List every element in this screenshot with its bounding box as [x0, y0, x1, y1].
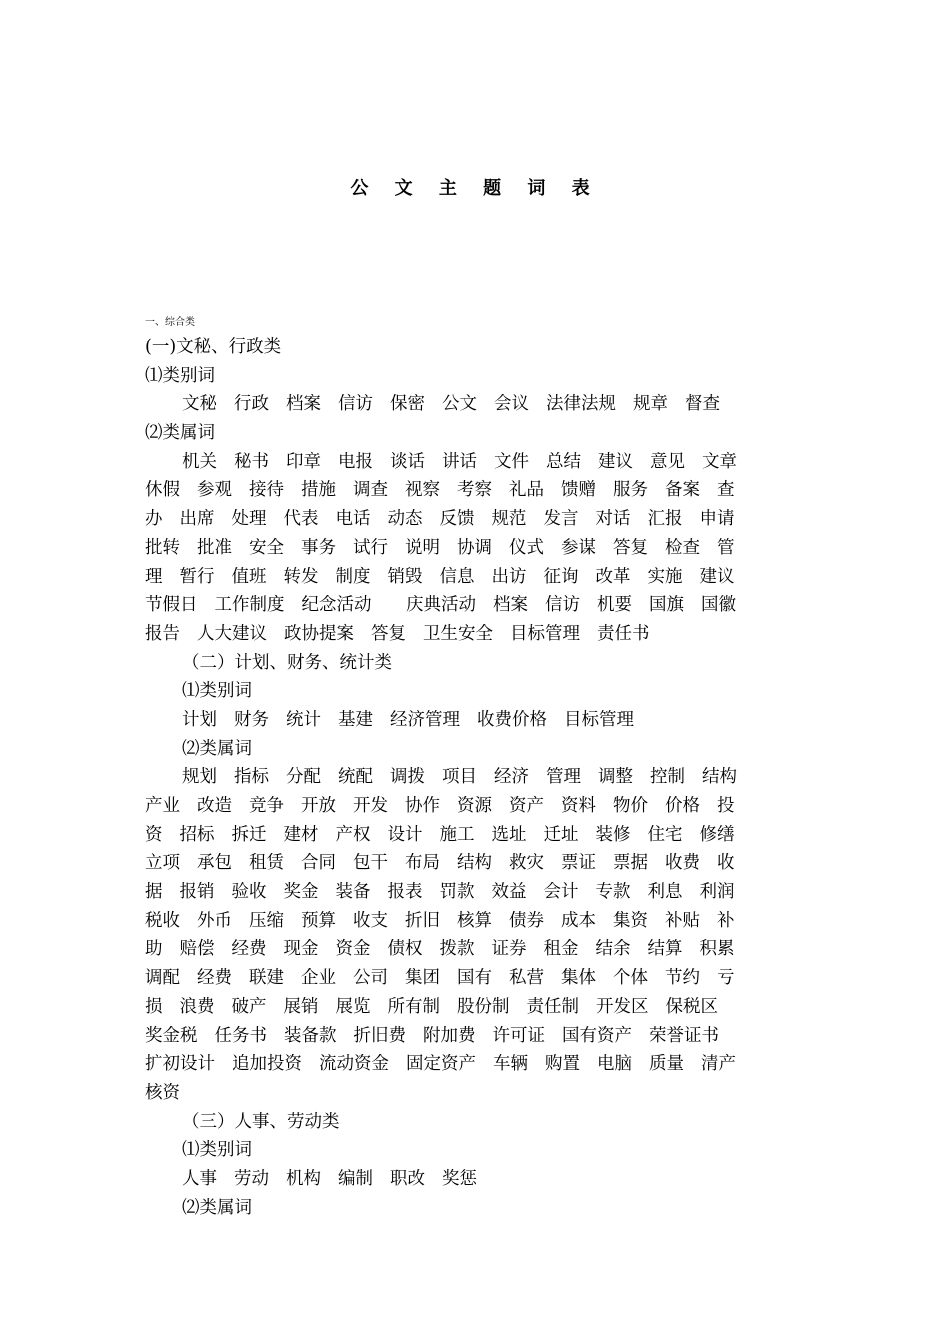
text-line: [145, 964, 810, 993]
text-line: [145, 448, 810, 477]
term-lines: [145, 333, 810, 1222]
term-word: 协作: [405, 796, 440, 816]
term-word: 附加费: [423, 1025, 476, 1046]
term-word: 亏: [717, 968, 735, 989]
term-word: 视察: [405, 480, 440, 501]
term-word: 专款: [595, 882, 631, 903]
term-word: 赔偿: [179, 939, 215, 960]
term-word: 动态: [387, 509, 423, 530]
term-word: 国有: [457, 968, 492, 989]
term-word: 发言: [543, 509, 579, 530]
term-word: 税收: [145, 910, 180, 931]
term-word: 劳动: [234, 1168, 269, 1189]
term-word: 项目: [442, 767, 477, 788]
term-word: 奖金: [283, 882, 319, 903]
term-word: 调拨: [390, 767, 425, 788]
term-word: ⑵类属词: [145, 423, 215, 444]
term-word: 压缩: [249, 910, 284, 931]
term-word: 责任书: [597, 623, 650, 644]
text-line: [145, 333, 810, 362]
term-word: 集体: [561, 968, 596, 989]
term-word: 调配: [145, 968, 180, 989]
term-word: 机关: [182, 451, 217, 472]
term-word: 服务: [613, 480, 648, 501]
term-word: 国旗: [649, 595, 684, 616]
term-word: 债权: [387, 939, 423, 960]
term-word: 成本: [561, 910, 596, 931]
term-word: ⑴类别词: [182, 1140, 252, 1161]
text-line: [145, 649, 810, 678]
term-word: 财务: [234, 709, 269, 730]
term-word: 档案: [493, 595, 528, 616]
term-word: 合同: [301, 853, 336, 874]
term-word: 竞争: [249, 796, 284, 816]
term-word: 考察: [457, 480, 492, 501]
term-word: 职改: [390, 1168, 425, 1189]
term-word: 证券: [491, 939, 527, 960]
term-word: 出席: [179, 509, 215, 530]
term-word: 建材: [283, 824, 319, 845]
term-word: 住宅: [647, 824, 683, 845]
term-word: 任务书: [214, 1025, 267, 1046]
term-word: 试行: [353, 537, 388, 558]
text-line: [145, 1136, 810, 1165]
text-line: [145, 907, 810, 936]
term-word: ⑵类属词: [182, 738, 252, 759]
term-word: 个体: [613, 968, 648, 989]
term-word: 装备款: [284, 1025, 337, 1046]
term-word: 责任制: [526, 996, 579, 1017]
term-word: 企业: [301, 968, 336, 989]
term-word: 设计: [387, 824, 423, 845]
term-word: 分配: [286, 767, 321, 788]
term-word: 经费: [197, 968, 232, 989]
text-line: [145, 993, 810, 1022]
term-word: 改革: [595, 566, 631, 587]
text-line: [145, 878, 810, 907]
term-word: 档案: [286, 394, 321, 415]
term-word: 会计: [543, 882, 579, 903]
term-word: 拨款: [439, 939, 475, 960]
text-line: [145, 620, 810, 649]
term-word: 协调: [457, 537, 492, 558]
term-word: 管理: [546, 767, 581, 788]
term-word: 现金: [283, 939, 319, 960]
term-word: 计划: [182, 709, 217, 730]
term-word: 讲话: [442, 451, 477, 472]
term-word: 节假日: [145, 595, 198, 616]
term-word: 罚款: [439, 882, 475, 903]
term-word: 基建: [338, 709, 373, 730]
term-word: 招标: [179, 824, 215, 845]
term-word: 投: [717, 796, 735, 816]
text-line: [145, 505, 810, 534]
term-word: 印章: [286, 451, 321, 472]
term-word: 调查: [353, 480, 388, 501]
term-word: 经济管理: [390, 709, 460, 730]
term-word: 参观: [197, 480, 232, 501]
term-word: 票据: [613, 853, 648, 874]
term-word: 机构: [286, 1168, 321, 1189]
term-word: 出访: [491, 566, 527, 587]
term-word: 人事: [182, 1168, 217, 1189]
term-word: 措施: [301, 480, 336, 501]
term-word: 国徽: [701, 595, 736, 616]
term-word: 积累: [699, 939, 735, 960]
term-word: (一)文秘、行政类: [145, 337, 282, 357]
term-word: 私营: [509, 968, 544, 989]
section-heading: 一、综合类: [145, 317, 195, 328]
term-word: 核算: [457, 910, 492, 931]
term-word: 结构: [702, 767, 737, 788]
term-word: 工作制度: [214, 595, 285, 616]
term-word: 理: [145, 566, 163, 587]
term-word: 国有资产: [562, 1025, 632, 1046]
term-word: 票证: [561, 853, 596, 874]
term-word: 租赁: [249, 853, 284, 874]
term-word: 收费价格: [477, 709, 547, 730]
term-word: 租金: [543, 939, 579, 960]
term-word: 编制: [338, 1168, 373, 1189]
text-line: [145, 390, 810, 419]
term-word: 所有制: [387, 996, 440, 1017]
term-word: 改造: [197, 796, 232, 816]
term-word: 利息: [647, 882, 683, 903]
term-word: 破产: [231, 996, 267, 1017]
term-word: 报告: [145, 623, 180, 644]
term-word: 补: [717, 910, 735, 931]
term-word: 礼品: [509, 480, 544, 501]
term-word: 许可证: [492, 1025, 545, 1046]
term-word: 联建: [249, 968, 284, 989]
term-word: 外币: [197, 910, 232, 931]
term-word: 收费: [665, 853, 700, 874]
term-word: （二）计划、财务、统计类: [182, 652, 392, 673]
term-word: 修缮: [699, 824, 735, 845]
term-word: 验收: [231, 882, 267, 903]
term-word: 备案: [665, 480, 700, 501]
term-word: 纪念活动: [301, 595, 372, 616]
term-word: 报销: [179, 882, 215, 903]
term-word: 集资: [613, 910, 648, 931]
term-word: 损: [145, 996, 163, 1017]
term-word: 信访: [338, 394, 373, 415]
term-word: 对话: [595, 509, 631, 530]
term-word: 行政: [234, 394, 269, 415]
term-word: 法律法规: [546, 394, 616, 415]
term-word: ⑴类别词: [182, 681, 252, 702]
term-word: 谈话: [390, 451, 425, 472]
term-word: 反馈: [439, 509, 475, 530]
term-word: 电脑: [597, 1054, 632, 1075]
term-word: 迁址: [543, 824, 579, 845]
text-line: [145, 591, 810, 620]
term-word: 浪费: [179, 996, 215, 1017]
term-word: 开发: [353, 796, 388, 816]
term-word: 结算: [647, 939, 683, 960]
term-word: 荣誉证书: [649, 1025, 719, 1046]
term-word: 保密: [390, 394, 425, 415]
text-line: [145, 476, 810, 505]
term-word: 结余: [595, 939, 631, 960]
text-line: [145, 821, 810, 850]
term-word: 信访: [545, 595, 580, 616]
term-word: 规划: [182, 767, 217, 788]
term-word: ⑴类别词: [145, 365, 215, 386]
term-word: 结构: [457, 853, 492, 874]
term-word: 利润: [699, 882, 735, 903]
term-word: 意见: [650, 451, 685, 472]
term-word: 电话: [335, 509, 371, 530]
term-word: 资料: [561, 796, 596, 816]
text-line: [145, 1022, 810, 1051]
term-word: 预算: [301, 910, 336, 931]
term-word: 建议: [699, 566, 735, 587]
term-word: 效益: [491, 882, 527, 903]
term-word: 开发区: [596, 996, 649, 1017]
text-line: [145, 735, 810, 764]
term-word: 承包: [197, 853, 232, 874]
document-body: [145, 315, 810, 1222]
term-word: 产业: [145, 796, 180, 816]
term-word: 节约: [665, 968, 700, 989]
term-word: 指标: [234, 767, 269, 788]
text-line: [145, 849, 810, 878]
term-word: 流动资金: [319, 1054, 389, 1075]
term-word: 布局: [405, 853, 440, 874]
term-word: 展销: [283, 996, 319, 1017]
term-word: 查: [717, 480, 735, 501]
text-line: [145, 1108, 810, 1137]
text-line: [145, 1194, 810, 1223]
text-line: [145, 706, 810, 735]
term-word: 奖惩: [442, 1168, 477, 1189]
term-word: 经费: [231, 939, 267, 960]
term-word: 安全: [249, 537, 284, 558]
term-word: 说明: [405, 537, 440, 558]
term-word: 助: [145, 939, 163, 960]
text-line: [145, 534, 810, 563]
term-word: 制度: [335, 566, 371, 587]
term-word: 卫生安全: [423, 623, 493, 644]
term-word: 代表: [283, 509, 319, 530]
text-line: [145, 677, 810, 706]
term-word: 统计: [286, 709, 321, 730]
term-word: 股份制: [457, 996, 510, 1017]
term-word: 机要: [597, 595, 632, 616]
term-word: 调整: [598, 767, 633, 788]
term-word: 实施: [647, 566, 683, 587]
term-word: 目标管理: [510, 623, 580, 644]
term-word: 文章: [702, 451, 737, 472]
text-line: [145, 792, 810, 821]
term-word: 办: [145, 509, 163, 530]
text-line: [145, 419, 810, 448]
term-word: 开放: [301, 796, 336, 816]
term-word: （三）人事、劳动类: [182, 1111, 340, 1132]
term-word: 产权: [335, 824, 371, 845]
term-word: 集团: [405, 968, 440, 989]
term-word: 处理: [231, 509, 267, 530]
text-line: [145, 1079, 810, 1108]
term-word: 庆典活动: [388, 595, 476, 616]
term-word: 参谋: [561, 537, 596, 558]
term-word: 建议: [598, 451, 633, 472]
term-word: 展览: [335, 996, 371, 1017]
document-title: 公 文 主 题 词 表: [350, 178, 600, 199]
text-line: [145, 563, 810, 592]
term-word: 汇报: [647, 509, 683, 530]
term-word: 折旧: [405, 910, 440, 931]
term-word: 装备: [335, 882, 371, 903]
term-word: 资: [145, 824, 163, 845]
term-word: 仪式: [509, 537, 544, 558]
term-word: ⑵类属词: [182, 1197, 252, 1218]
term-word: 督查: [685, 394, 720, 415]
term-word: 值班: [231, 566, 267, 587]
term-word: 选址: [491, 824, 527, 845]
term-word: 债券: [509, 910, 544, 931]
term-word: 追加投资: [232, 1054, 302, 1075]
term-word: 电报: [338, 451, 373, 472]
term-word: 救灾: [509, 853, 544, 874]
term-word: 收: [717, 853, 735, 874]
term-word: 立项: [145, 853, 180, 874]
term-word: 价格: [665, 796, 700, 816]
term-word: 销毁: [387, 566, 423, 587]
term-word: 文秘: [182, 394, 217, 415]
term-word: 包干: [353, 853, 388, 874]
term-word: 批转: [145, 537, 180, 558]
term-word: 馈赠: [561, 480, 596, 501]
term-word: 清产: [701, 1054, 736, 1075]
term-word: 车辆: [493, 1054, 528, 1075]
term-word: 保税区: [665, 996, 718, 1017]
text-line: [145, 1050, 810, 1079]
term-word: 信息: [439, 566, 475, 587]
term-word: 休假: [145, 480, 180, 501]
term-word: 装修: [595, 824, 631, 845]
term-word: 统配: [338, 767, 373, 788]
term-word: 奖金税: [145, 1025, 198, 1046]
term-word: 公司: [353, 968, 388, 989]
term-word: 目标管理: [564, 709, 634, 730]
term-word: 质量: [649, 1054, 684, 1075]
term-word: 答复: [371, 623, 406, 644]
term-word: 转发: [283, 566, 319, 587]
term-word: 物价: [613, 796, 648, 816]
term-word: 施工: [439, 824, 475, 845]
term-word: 控制: [650, 767, 685, 788]
term-word: 人大建议: [197, 623, 267, 644]
term-word: 据: [145, 882, 163, 903]
term-word: 总结: [546, 451, 581, 472]
term-word: 规章: [633, 394, 668, 415]
term-word: 资产: [509, 796, 544, 816]
term-word: 暂行: [179, 566, 215, 587]
term-word: 秘书: [234, 451, 269, 472]
term-word: 检查: [665, 537, 700, 558]
term-word: 会议: [494, 394, 529, 415]
term-word: 资金: [335, 939, 371, 960]
term-word: 政协提案: [284, 623, 354, 644]
term-word: 文件: [494, 451, 529, 472]
term-word: 固定资产: [406, 1054, 476, 1075]
term-word: 扩初设计: [145, 1054, 215, 1075]
term-word: 报表: [387, 882, 423, 903]
term-word: 接待: [249, 480, 284, 501]
term-word: 折旧费: [353, 1025, 406, 1046]
term-word: 经济: [494, 767, 529, 788]
text-line: [145, 763, 810, 792]
term-word: 拆迁: [231, 824, 267, 845]
term-word: 事务: [301, 537, 336, 558]
text-line: [145, 935, 810, 964]
term-word: 收支: [353, 910, 388, 931]
term-word: 公文: [442, 394, 477, 415]
term-word: 申请: [699, 509, 735, 530]
term-word: 管: [717, 537, 735, 558]
term-word: 资源: [457, 796, 492, 816]
text-line: [145, 1165, 810, 1194]
term-word: 答复: [613, 537, 648, 558]
term-word: 补贴: [665, 910, 700, 931]
term-word: 规范: [491, 509, 527, 530]
term-word: 购置: [545, 1054, 580, 1075]
term-word: 批准: [197, 537, 232, 558]
text-line: [145, 362, 810, 391]
term-word: 核资: [145, 1082, 180, 1103]
term-word: 征询: [543, 566, 579, 587]
